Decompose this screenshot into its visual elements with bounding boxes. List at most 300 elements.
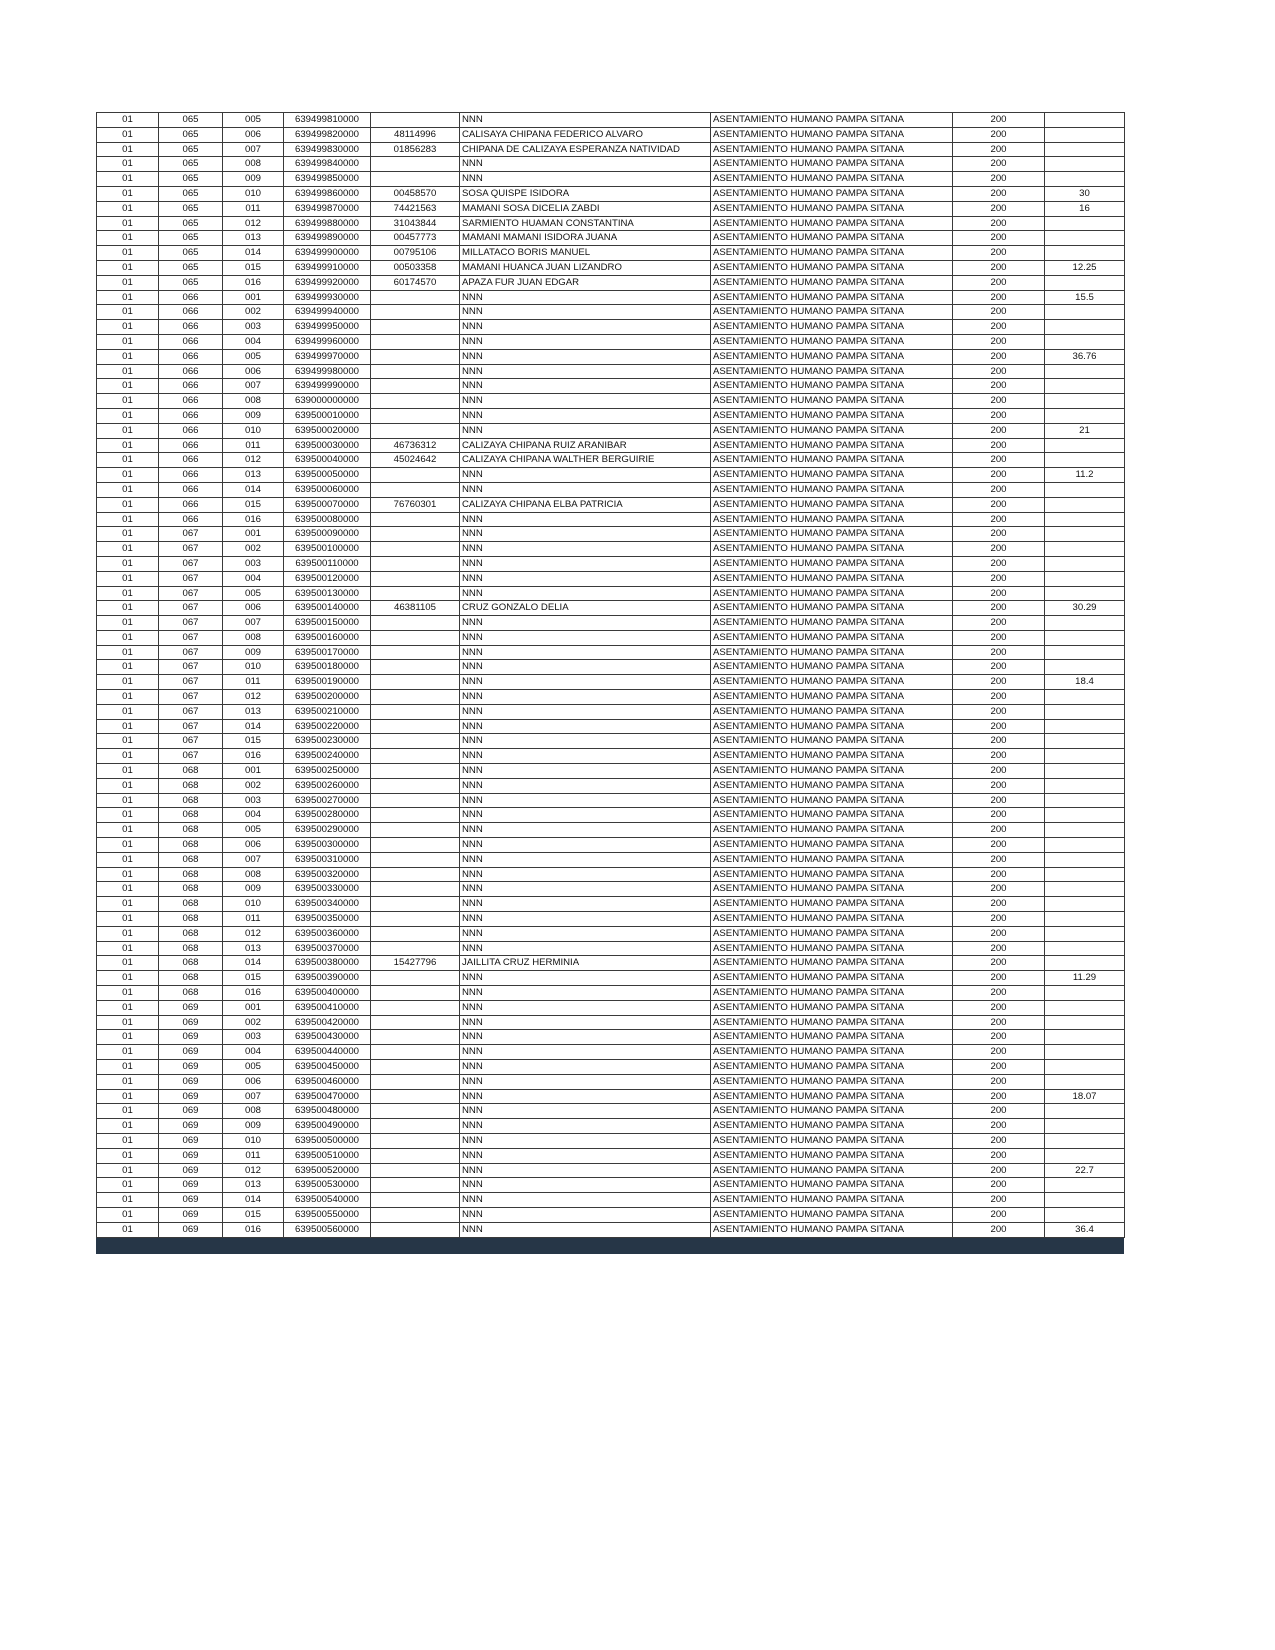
cell-col-a: 01 xyxy=(97,601,159,616)
table-row xyxy=(97,1060,1125,1075)
cell-col-name: NNN xyxy=(460,971,711,986)
cell-col-area xyxy=(1045,320,1125,335)
cell-col-c: 010 xyxy=(223,423,284,438)
cell-col-value: 200 xyxy=(953,912,1045,927)
cell-col-c: 001 xyxy=(223,764,284,779)
cell-col-value: 200 xyxy=(953,453,1045,468)
cell-col-value: 200 xyxy=(953,423,1045,438)
cell-col-name: CRUZ GONZALO DELIA xyxy=(460,601,711,616)
cell-col-name: NNN xyxy=(460,645,711,660)
cell-col-area xyxy=(1045,379,1125,394)
cell-col-area xyxy=(1045,897,1125,912)
cell-col-name: NNN xyxy=(460,1119,711,1134)
cell-col-name: MAMANI MAMANI ISIDORA JUANA xyxy=(460,231,711,246)
table-row xyxy=(97,971,1125,986)
cell-col-id xyxy=(371,1089,460,1104)
cell-col-name: NNN xyxy=(460,556,711,571)
cell-col-b: 068 xyxy=(159,941,223,956)
cell-col-value: 200 xyxy=(953,630,1045,645)
cell-col-a: 01 xyxy=(97,468,159,483)
cell-col-b: 066 xyxy=(159,394,223,409)
cell-col-code: 639500510000 xyxy=(284,1148,371,1163)
cell-col-name: NNN xyxy=(460,926,711,941)
cell-col-place: ASENTAMIENTO HUMANO PAMPA SITANA xyxy=(711,912,953,927)
cell-col-code: 639500360000 xyxy=(284,926,371,941)
cell-col-name: NNN xyxy=(460,1000,711,1015)
cell-col-c: 012 xyxy=(223,216,284,231)
table-row xyxy=(97,1193,1125,1208)
cell-col-a: 01 xyxy=(97,764,159,779)
cell-col-name: NNN xyxy=(460,912,711,927)
cell-col-id xyxy=(371,734,460,749)
cell-col-area xyxy=(1045,586,1125,601)
table-row xyxy=(97,349,1125,364)
cell-col-area xyxy=(1045,142,1125,157)
cell-col-name: NNN xyxy=(460,719,711,734)
cell-col-area xyxy=(1045,734,1125,749)
cell-col-value: 200 xyxy=(953,1207,1045,1222)
cell-col-value: 200 xyxy=(953,616,1045,631)
cell-col-code: 639499840000 xyxy=(284,157,371,172)
cell-col-c: 004 xyxy=(223,334,284,349)
cell-col-code: 639500470000 xyxy=(284,1089,371,1104)
cell-col-code: 639500240000 xyxy=(284,749,371,764)
cell-col-place: ASENTAMIENTO HUMANO PAMPA SITANA xyxy=(711,201,953,216)
cell-col-code: 639500270000 xyxy=(284,793,371,808)
table-row xyxy=(97,113,1125,128)
cell-col-value: 200 xyxy=(953,1030,1045,1045)
cell-col-value: 200 xyxy=(953,231,1045,246)
cell-col-area xyxy=(1045,704,1125,719)
cell-col-name: NNN xyxy=(460,1193,711,1208)
cell-col-name: NNN xyxy=(460,408,711,423)
cell-col-b: 068 xyxy=(159,764,223,779)
table-footer-bar xyxy=(96,1238,1124,1254)
cell-col-id xyxy=(371,690,460,705)
cell-col-c: 003 xyxy=(223,793,284,808)
cell-col-id xyxy=(371,778,460,793)
cell-col-c: 006 xyxy=(223,1074,284,1089)
cell-col-name: NNN xyxy=(460,660,711,675)
cell-col-a: 01 xyxy=(97,1015,159,1030)
cell-col-value: 200 xyxy=(953,497,1045,512)
cell-col-name: NNN xyxy=(460,1207,711,1222)
cell-col-a: 01 xyxy=(97,956,159,971)
table-row xyxy=(97,334,1125,349)
cell-col-c: 010 xyxy=(223,1133,284,1148)
cell-col-code: 639499990000 xyxy=(284,379,371,394)
cell-col-b: 067 xyxy=(159,749,223,764)
cell-col-name: NNN xyxy=(460,172,711,187)
cell-col-b: 067 xyxy=(159,616,223,631)
cell-col-area xyxy=(1045,808,1125,823)
cell-col-c: 016 xyxy=(223,1222,284,1237)
cell-col-b: 068 xyxy=(159,778,223,793)
table-row xyxy=(97,423,1125,438)
cell-col-c: 016 xyxy=(223,749,284,764)
cell-col-area xyxy=(1045,778,1125,793)
cell-col-name: CHIPANA DE CALIZAYA ESPERANZA NATIVIDAD xyxy=(460,142,711,157)
cell-col-place: ASENTAMIENTO HUMANO PAMPA SITANA xyxy=(711,1045,953,1060)
cell-col-name: NNN xyxy=(460,1060,711,1075)
cell-col-name: NNN xyxy=(460,290,711,305)
table-row xyxy=(97,556,1125,571)
cell-col-id xyxy=(371,1163,460,1178)
cell-col-value: 200 xyxy=(953,334,1045,349)
cell-col-code: 639499940000 xyxy=(284,305,371,320)
cell-col-name: NNN xyxy=(460,778,711,793)
cell-col-value: 200 xyxy=(953,320,1045,335)
cell-col-id: 60174570 xyxy=(371,275,460,290)
cell-col-c: 015 xyxy=(223,1207,284,1222)
cell-col-id xyxy=(371,675,460,690)
cell-col-code: 639499810000 xyxy=(284,113,371,128)
cell-col-place: ASENTAMIENTO HUMANO PAMPA SITANA xyxy=(711,986,953,1001)
cell-col-a: 01 xyxy=(97,275,159,290)
cell-col-area xyxy=(1045,113,1125,128)
cell-col-area xyxy=(1045,231,1125,246)
cell-col-name: NNN xyxy=(460,468,711,483)
cell-col-id xyxy=(371,113,460,128)
table-row xyxy=(97,867,1125,882)
cell-col-code: 639500110000 xyxy=(284,556,371,571)
table-row xyxy=(97,749,1125,764)
cell-col-id xyxy=(371,334,460,349)
cell-col-code: 639500390000 xyxy=(284,971,371,986)
cell-col-place: ASENTAMIENTO HUMANO PAMPA SITANA xyxy=(711,127,953,142)
cell-col-id xyxy=(371,408,460,423)
cell-col-value: 200 xyxy=(953,867,1045,882)
cell-col-place: ASENTAMIENTO HUMANO PAMPA SITANA xyxy=(711,542,953,557)
table-row xyxy=(97,645,1125,660)
cell-col-c: 008 xyxy=(223,394,284,409)
cell-col-b: 069 xyxy=(159,1193,223,1208)
table-row xyxy=(97,468,1125,483)
table-row xyxy=(97,734,1125,749)
cell-col-code: 639499960000 xyxy=(284,334,371,349)
cell-col-b: 068 xyxy=(159,912,223,927)
cell-col-area xyxy=(1045,1045,1125,1060)
cell-col-c: 007 xyxy=(223,616,284,631)
cell-col-place: ASENTAMIENTO HUMANO PAMPA SITANA xyxy=(711,334,953,349)
cell-col-area: 22.7 xyxy=(1045,1163,1125,1178)
cell-col-value: 200 xyxy=(953,571,1045,586)
cell-col-c: 006 xyxy=(223,364,284,379)
cell-col-c: 002 xyxy=(223,305,284,320)
table-row xyxy=(97,1074,1125,1089)
cell-col-place: ASENTAMIENTO HUMANO PAMPA SITANA xyxy=(711,231,953,246)
cell-col-a: 01 xyxy=(97,1000,159,1015)
cell-col-value: 200 xyxy=(953,1222,1045,1237)
cell-col-id xyxy=(371,394,460,409)
cell-col-id: 00795106 xyxy=(371,246,460,261)
cell-col-b: 067 xyxy=(159,645,223,660)
cell-col-value: 200 xyxy=(953,216,1045,231)
cell-col-b: 069 xyxy=(159,1133,223,1148)
cell-col-c: 007 xyxy=(223,1089,284,1104)
cell-col-b: 065 xyxy=(159,260,223,275)
cell-col-b: 066 xyxy=(159,379,223,394)
cell-col-id xyxy=(371,468,460,483)
cell-col-b: 067 xyxy=(159,527,223,542)
cell-col-place: ASENTAMIENTO HUMANO PAMPA SITANA xyxy=(711,482,953,497)
cell-col-place: ASENTAMIENTO HUMANO PAMPA SITANA xyxy=(711,941,953,956)
cell-col-value: 200 xyxy=(953,127,1045,142)
cell-col-code: 639499820000 xyxy=(284,127,371,142)
cell-col-a: 01 xyxy=(97,453,159,468)
cell-col-b: 069 xyxy=(159,1030,223,1045)
cell-col-b: 065 xyxy=(159,201,223,216)
cell-col-b: 069 xyxy=(159,1060,223,1075)
table-row xyxy=(97,882,1125,897)
cell-col-value: 200 xyxy=(953,512,1045,527)
cell-col-c: 006 xyxy=(223,127,284,142)
cell-col-area xyxy=(1045,941,1125,956)
cell-col-area xyxy=(1045,571,1125,586)
table-row xyxy=(97,379,1125,394)
cell-col-value: 200 xyxy=(953,394,1045,409)
cell-col-id xyxy=(371,660,460,675)
cell-col-code: 639500020000 xyxy=(284,423,371,438)
cell-col-c: 009 xyxy=(223,1119,284,1134)
cell-col-c: 007 xyxy=(223,379,284,394)
cell-col-value: 200 xyxy=(953,764,1045,779)
cell-col-area xyxy=(1045,1148,1125,1163)
cell-col-b: 069 xyxy=(159,1074,223,1089)
cell-col-id: 46736312 xyxy=(371,438,460,453)
cell-col-place: ASENTAMIENTO HUMANO PAMPA SITANA xyxy=(711,778,953,793)
cell-col-place: ASENTAMIENTO HUMANO PAMPA SITANA xyxy=(711,1030,953,1045)
table-row xyxy=(97,497,1125,512)
cell-col-c: 009 xyxy=(223,882,284,897)
table-row xyxy=(97,453,1125,468)
cell-col-id xyxy=(371,1015,460,1030)
cell-col-place: ASENTAMIENTO HUMANO PAMPA SITANA xyxy=(711,423,953,438)
cell-col-area xyxy=(1045,1178,1125,1193)
cell-col-a: 01 xyxy=(97,408,159,423)
cell-col-value: 200 xyxy=(953,601,1045,616)
cell-col-a: 01 xyxy=(97,438,159,453)
cell-col-place: ASENTAMIENTO HUMANO PAMPA SITANA xyxy=(711,1104,953,1119)
cell-col-area: 36.4 xyxy=(1045,1222,1125,1237)
cell-col-b: 065 xyxy=(159,172,223,187)
cell-col-name: NNN xyxy=(460,157,711,172)
cell-col-id xyxy=(371,1148,460,1163)
cell-col-id xyxy=(371,364,460,379)
cell-col-id xyxy=(371,882,460,897)
cell-col-code: 639500220000 xyxy=(284,719,371,734)
cell-col-a: 01 xyxy=(97,1030,159,1045)
cell-col-code: 639500330000 xyxy=(284,882,371,897)
cell-col-name: NNN xyxy=(460,364,711,379)
cell-col-value: 200 xyxy=(953,675,1045,690)
cell-col-id xyxy=(371,971,460,986)
cell-col-b: 067 xyxy=(159,556,223,571)
table-row xyxy=(97,690,1125,705)
cell-col-b: 066 xyxy=(159,423,223,438)
cell-col-value: 200 xyxy=(953,690,1045,705)
cell-col-id xyxy=(371,423,460,438)
cell-col-place: ASENTAMIENTO HUMANO PAMPA SITANA xyxy=(711,394,953,409)
cell-col-id xyxy=(371,764,460,779)
cell-col-place: ASENTAMIENTO HUMANO PAMPA SITANA xyxy=(711,660,953,675)
cell-col-place: ASENTAMIENTO HUMANO PAMPA SITANA xyxy=(711,1015,953,1030)
cell-col-a: 01 xyxy=(97,186,159,201)
cell-col-a: 01 xyxy=(97,1104,159,1119)
cell-col-place: ASENTAMIENTO HUMANO PAMPA SITANA xyxy=(711,186,953,201)
cell-col-area xyxy=(1045,719,1125,734)
cell-col-name: NNN xyxy=(460,482,711,497)
table-row xyxy=(97,926,1125,941)
cell-col-place: ASENTAMIENTO HUMANO PAMPA SITANA xyxy=(711,1000,953,1015)
cell-col-c: 012 xyxy=(223,453,284,468)
cell-col-area: 36.76 xyxy=(1045,349,1125,364)
cell-col-name: NNN xyxy=(460,986,711,1001)
cell-col-c: 016 xyxy=(223,512,284,527)
table-row xyxy=(97,157,1125,172)
cell-col-c: 011 xyxy=(223,912,284,927)
cell-col-code: 639500500000 xyxy=(284,1133,371,1148)
cell-col-value: 200 xyxy=(953,808,1045,823)
cell-col-value: 200 xyxy=(953,778,1045,793)
cell-col-value: 200 xyxy=(953,527,1045,542)
cell-col-b: 066 xyxy=(159,290,223,305)
table-row xyxy=(97,482,1125,497)
cell-col-id xyxy=(371,1000,460,1015)
cell-col-place: ASENTAMIENTO HUMANO PAMPA SITANA xyxy=(711,838,953,853)
cell-col-a: 01 xyxy=(97,512,159,527)
cell-col-area xyxy=(1045,216,1125,231)
cell-col-value: 200 xyxy=(953,379,1045,394)
cell-col-value: 200 xyxy=(953,719,1045,734)
cell-col-c: 012 xyxy=(223,690,284,705)
table-row xyxy=(97,542,1125,557)
cell-col-value: 200 xyxy=(953,749,1045,764)
cell-col-id xyxy=(371,379,460,394)
table-row xyxy=(97,512,1125,527)
cell-col-value: 200 xyxy=(953,290,1045,305)
cell-col-name: NNN xyxy=(460,305,711,320)
cell-col-area xyxy=(1045,1104,1125,1119)
cell-col-value: 200 xyxy=(953,1193,1045,1208)
cell-col-id xyxy=(371,852,460,867)
cell-col-id: 15427796 xyxy=(371,956,460,971)
cell-col-code: 639500550000 xyxy=(284,1207,371,1222)
cell-col-a: 01 xyxy=(97,497,159,512)
cell-col-id xyxy=(371,320,460,335)
cell-col-b: 068 xyxy=(159,838,223,853)
cell-col-value: 200 xyxy=(953,1178,1045,1193)
cell-col-name: SOSA QUISPE ISIDORA xyxy=(460,186,711,201)
cell-col-b: 069 xyxy=(159,1119,223,1134)
cell-col-b: 068 xyxy=(159,956,223,971)
cell-col-area xyxy=(1045,645,1125,660)
cell-col-area xyxy=(1045,1030,1125,1045)
table-row xyxy=(97,275,1125,290)
cell-col-area xyxy=(1045,556,1125,571)
cell-col-area xyxy=(1045,438,1125,453)
cell-col-name: NNN xyxy=(460,113,711,128)
cell-col-code: 639500140000 xyxy=(284,601,371,616)
cell-col-area xyxy=(1045,527,1125,542)
cell-col-code: 639500380000 xyxy=(284,956,371,971)
cell-col-code: 639500400000 xyxy=(284,986,371,1001)
table-row xyxy=(97,1104,1125,1119)
cell-col-place: ASENTAMIENTO HUMANO PAMPA SITANA xyxy=(711,1074,953,1089)
cell-col-place: ASENTAMIENTO HUMANO PAMPA SITANA xyxy=(711,556,953,571)
cell-col-code: 639500420000 xyxy=(284,1015,371,1030)
cell-col-b: 068 xyxy=(159,867,223,882)
cell-col-area xyxy=(1045,172,1125,187)
cell-col-place: ASENTAMIENTO HUMANO PAMPA SITANA xyxy=(711,704,953,719)
cell-col-code: 639500040000 xyxy=(284,453,371,468)
cell-col-place: ASENTAMIENTO HUMANO PAMPA SITANA xyxy=(711,690,953,705)
cell-col-b: 068 xyxy=(159,793,223,808)
cell-col-c: 015 xyxy=(223,497,284,512)
cell-col-b: 065 xyxy=(159,157,223,172)
cell-col-value: 200 xyxy=(953,438,1045,453)
cell-col-b: 067 xyxy=(159,719,223,734)
cell-col-name: NNN xyxy=(460,1104,711,1119)
cell-col-b: 069 xyxy=(159,1207,223,1222)
cell-col-b: 065 xyxy=(159,113,223,128)
cell-col-code: 639500090000 xyxy=(284,527,371,542)
cell-col-place: ASENTAMIENTO HUMANO PAMPA SITANA xyxy=(711,379,953,394)
cell-col-b: 067 xyxy=(159,690,223,705)
table-row xyxy=(97,793,1125,808)
cell-col-place: ASENTAMIENTO HUMANO PAMPA SITANA xyxy=(711,867,953,882)
cell-col-b: 065 xyxy=(159,127,223,142)
cell-col-area xyxy=(1045,1000,1125,1015)
cell-col-value: 200 xyxy=(953,838,1045,853)
cell-col-place: ASENTAMIENTO HUMANO PAMPA SITANA xyxy=(711,408,953,423)
cell-col-id xyxy=(371,1193,460,1208)
cell-col-code: 639500300000 xyxy=(284,838,371,853)
cell-col-area: 30.29 xyxy=(1045,601,1125,616)
cell-col-area xyxy=(1045,956,1125,971)
cell-col-value: 200 xyxy=(953,1089,1045,1104)
cell-col-area xyxy=(1045,482,1125,497)
cell-col-a: 01 xyxy=(97,1207,159,1222)
cell-col-c: 014 xyxy=(223,246,284,261)
cell-col-id: 00457773 xyxy=(371,231,460,246)
cell-col-area xyxy=(1045,823,1125,838)
cell-col-a: 01 xyxy=(97,690,159,705)
cell-col-id xyxy=(371,719,460,734)
cell-col-c: 007 xyxy=(223,142,284,157)
cell-col-b: 066 xyxy=(159,364,223,379)
cell-col-code: 639500290000 xyxy=(284,823,371,838)
cell-col-name: NNN xyxy=(460,823,711,838)
cell-col-area xyxy=(1045,275,1125,290)
cell-col-c: 012 xyxy=(223,926,284,941)
table-row xyxy=(97,601,1125,616)
cell-col-id xyxy=(371,1207,460,1222)
cell-col-code: 639500160000 xyxy=(284,630,371,645)
cell-col-code: 639499920000 xyxy=(284,275,371,290)
cell-col-a: 01 xyxy=(97,867,159,882)
cell-col-area: 30 xyxy=(1045,186,1125,201)
cell-col-a: 01 xyxy=(97,157,159,172)
cell-col-area xyxy=(1045,986,1125,1001)
cell-col-area xyxy=(1045,882,1125,897)
cell-col-code: 639000000000 xyxy=(284,394,371,409)
cell-col-value: 200 xyxy=(953,556,1045,571)
table-row xyxy=(97,1030,1125,1045)
cell-col-b: 067 xyxy=(159,660,223,675)
cell-col-b: 065 xyxy=(159,186,223,201)
cell-col-value: 200 xyxy=(953,645,1045,660)
